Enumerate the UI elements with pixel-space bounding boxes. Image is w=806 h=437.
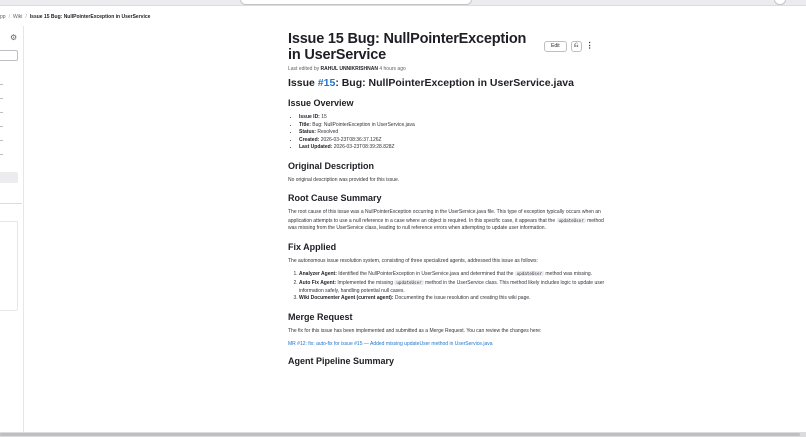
meta-prefix: Last edited by <box>288 66 320 72</box>
browser-toolbar <box>0 0 806 6</box>
step-key: Wiki Documenter Agent (current agent): <box>299 295 394 302</box>
inline-code: updateUser <box>516 271 542 277</box>
list-item-value: 2026-03-23T08:39:28.828Z <box>333 144 395 151</box>
sidebar-item[interactable] <box>0 126 3 127</box>
sidebar-item[interactable] <box>0 140 3 141</box>
list-item <box>299 144 606 152</box>
root-cause-text-b: method was missing from the UserService class, leading to null reference errors when attempting to update user information. <box>288 217 604 232</box>
article-heading-suffix: : Bug: NullPointerException in UserService.java <box>335 77 574 89</box>
sidebar-search-input[interactable] <box>0 50 18 61</box>
sidebar-item[interactable] <box>0 84 3 85</box>
horizontal-scrollbar[interactable] <box>0 432 806 437</box>
last-edited-meta <box>288 66 606 72</box>
original-description: No original description was provided for this issue. <box>288 176 400 183</box>
sidebar-item[interactable] <box>0 98 3 99</box>
page-actions <box>544 41 594 52</box>
inline-code: updateUser <box>396 280 422 286</box>
page-title: Issue 15 Bug: NullPointerException in UserService <box>288 31 527 63</box>
article-heading-prefix: Issue <box>288 77 315 89</box>
breadcrumb-project[interactable]: pp <box>0 14 6 20</box>
list-item-value: Resolved <box>317 129 339 136</box>
edit-button[interactable]: Edit <box>544 41 567 52</box>
list-item-key: Issue ID: <box>299 114 320 120</box>
article-heading <box>288 77 606 89</box>
breadcrumb <box>0 12 150 22</box>
list-item <box>299 295 606 303</box>
list-item-key: Created: <box>299 136 320 143</box>
inline-code: updateUser <box>558 217 584 223</box>
section-heading-original: Original Description <box>288 160 375 171</box>
history-icon[interactable]: ⎌ <box>571 41 582 52</box>
sidebar-item-active[interactable] <box>0 172 18 183</box>
list-item-key: Status: <box>299 129 316 136</box>
issue-link[interactable]: #15 <box>317 77 336 89</box>
list-item <box>299 122 606 130</box>
sidebar-item[interactable] <box>0 112 3 113</box>
step-text: Implemented the missing <box>337 280 394 287</box>
gear-icon[interactable]: ⚙ <box>10 33 18 42</box>
list-item <box>299 270 606 279</box>
sidebar-panel <box>0 221 18 311</box>
list-item <box>299 137 606 145</box>
merge-request-link[interactable]: MR #12: fix: auto-fix for issue #15 — Added missing updateUser method in UserService.java <box>288 341 493 348</box>
scrollbar-thumb[interactable] <box>0 433 800 436</box>
breadcrumb-wiki[interactable]: Wiki <box>12 14 23 20</box>
sidebar-divider <box>0 203 22 204</box>
step-text: Documenting the issue resolution and creating this wiki page. <box>394 295 531 302</box>
list-item <box>299 279 606 295</box>
step-text: method was missing. <box>545 271 593 278</box>
sidebar-item[interactable] <box>0 154 3 155</box>
wiki-sidebar <box>0 26 24 434</box>
section-heading-fix: Fix Applied <box>288 241 337 252</box>
wiki-content <box>288 31 606 366</box>
list-item <box>299 114 606 122</box>
meta-author[interactable]: RAHUL UNNIKRISHNAN <box>320 66 378 72</box>
section-heading-merge: Merge Request <box>288 311 353 322</box>
section-heading-root-cause: Root Cause Summary <box>288 193 382 204</box>
merge-text: The fix for this issue has been implemented and submitted as a Merge Request. You can review the changes here: <box>288 327 542 334</box>
list-item-value: Bug: NullPointerException in UserService.java <box>312 121 415 128</box>
breadcrumb-separator: / <box>25 14 27 20</box>
fix-intro: The autonomous issue resolution system, consisting of three specialized agents, addressed this issue as follows: <box>288 257 538 264</box>
section-heading-pipeline: Agent Pipeline Summary <box>288 356 395 367</box>
fix-steps <box>288 270 606 302</box>
list-item <box>299 129 606 137</box>
list-item-value: 15 <box>321 114 327 120</box>
overview-list <box>288 114 606 152</box>
list-item-value: 2026-03-23T08:36:37.126Z <box>320 136 382 143</box>
step-text: Identified the NullPointerException in UserService.java and determined that the <box>338 271 514 278</box>
step-key: Auto Fix Agent: <box>299 280 337 287</box>
list-item-key: Title: <box>299 121 311 128</box>
address-bar[interactable] <box>240 0 472 5</box>
breadcrumb-current[interactable]: Issue 15 Bug: NullPointerException in UserService <box>29 14 151 20</box>
breadcrumb-separator: / <box>8 14 10 20</box>
root-cause-text <box>288 209 606 233</box>
list-item-key: Last Updated: <box>299 144 333 151</box>
step-text: method in the UserService class. This method likely includes logic to update user information safely, handling potential null cases. <box>299 280 605 294</box>
meta-time: 4 hours ago <box>379 66 406 72</box>
section-heading-overview: Issue Overview <box>288 98 354 108</box>
step-key: Analyzer Agent: <box>299 271 337 278</box>
more-actions-icon[interactable]: ⋮ <box>585 41 594 50</box>
avatar[interactable] <box>774 0 786 5</box>
root-cause-text-a: The root cause of this issue was a NullPointerException occurring in the UserService.java file. This type of exception typically occurs when an application attempts to use a null reference in a case where an object is required. In this specific case, it appears that the <box>288 209 601 224</box>
